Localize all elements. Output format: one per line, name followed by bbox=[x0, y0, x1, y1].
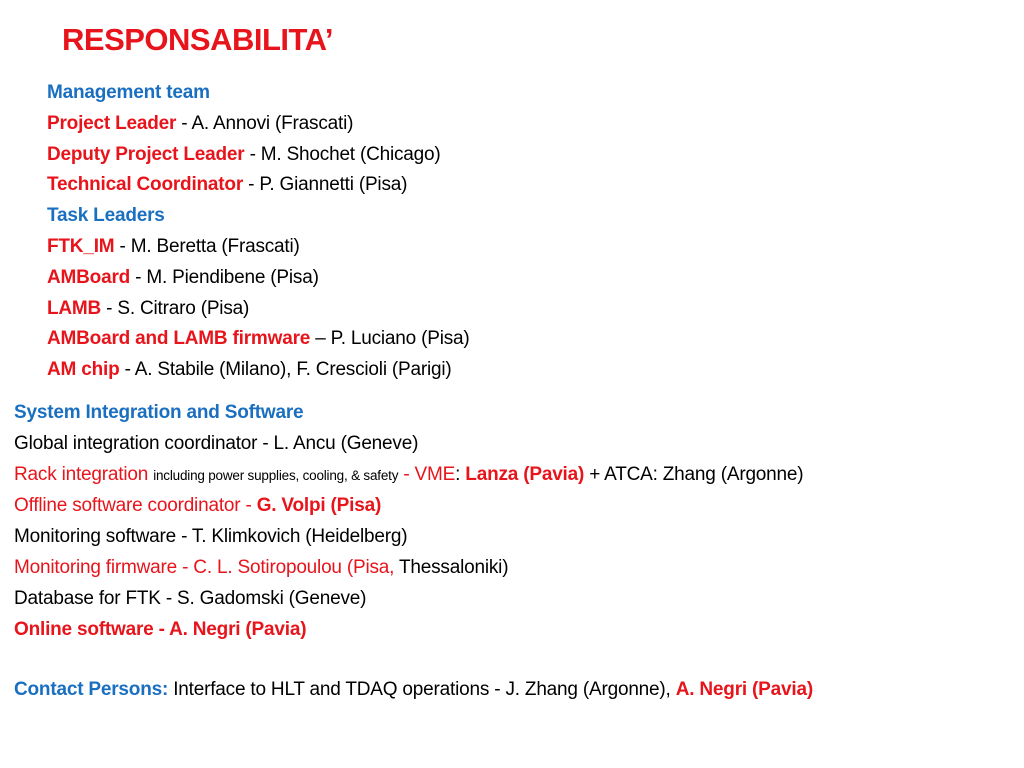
online-software-line: Online software - A. Negri (Pavia) bbox=[14, 618, 307, 640]
task-label: LAMB bbox=[47, 297, 102, 319]
role-line-project-leader bbox=[47, 109, 470, 140]
role-label: Deputy Project Leader bbox=[47, 143, 245, 165]
system-heading: System Integration and Software bbox=[14, 402, 304, 423]
rack-label: Rack integration bbox=[14, 463, 149, 485]
atca-text: + ATCA: Zhang (Argonne) bbox=[584, 463, 804, 485]
separator: - bbox=[243, 174, 260, 196]
separator: - bbox=[119, 359, 135, 381]
separator: - bbox=[398, 463, 415, 485]
task-label: AM chip bbox=[47, 359, 120, 381]
page-title: RESPONSABILITA’ bbox=[62, 22, 333, 57]
contact-label: Contact Persons: bbox=[14, 679, 169, 700]
role-label: Project Leader bbox=[47, 112, 177, 134]
separator: - bbox=[130, 266, 147, 288]
rack-detail: including power supplies, cooling, & safety bbox=[153, 467, 399, 483]
separator: - bbox=[244, 143, 261, 165]
task-line-am-chip bbox=[47, 355, 470, 386]
separator: - bbox=[114, 235, 131, 257]
offline-software-line bbox=[14, 491, 803, 522]
contact-line bbox=[14, 675, 813, 706]
task-line-amboard-lamb-firmware bbox=[47, 324, 470, 355]
task-label: FTK_IM bbox=[47, 235, 115, 257]
monitoring-software-line: Monitoring software - T. Klimkovich (Heidelberg) bbox=[14, 526, 408, 548]
offline-person: G. Volpi (Pisa) bbox=[256, 495, 382, 517]
role-line-deputy-project-leader bbox=[47, 140, 470, 171]
system-section bbox=[14, 398, 803, 645]
monitoring-firmware-label: Monitoring firmware - C. L. Sotiropoulou (Pisa, bbox=[14, 556, 395, 578]
task-label: AMBoard and LAMB firmware bbox=[47, 328, 311, 350]
contact-text: Interface to HLT and TDAQ operations - J. Zhang (Argonne), bbox=[168, 679, 676, 700]
management-heading: Management team bbox=[47, 82, 210, 103]
task-person: M. Piendibene (Pisa) bbox=[146, 266, 319, 288]
rack-integration-line bbox=[14, 460, 803, 492]
task-person: A. Stabile (Milano), F. Crescioli (Parigi) bbox=[134, 359, 452, 381]
role-line-technical-coordinator bbox=[47, 170, 470, 201]
contact-section bbox=[14, 675, 813, 706]
management-section bbox=[47, 78, 470, 386]
task-line-amboard bbox=[47, 263, 470, 294]
database-line: Database for FTK - S. Gadomski (Geneve) bbox=[14, 587, 367, 609]
role-person: P. Giannetti (Pisa) bbox=[259, 174, 408, 196]
task-leaders-heading: Task Leaders bbox=[47, 205, 165, 227]
task-person: M. Beretta (Frascati) bbox=[130, 235, 300, 257]
task-line-ftk-im bbox=[47, 232, 470, 263]
vme-person: Lanza (Pavia) bbox=[465, 463, 585, 485]
task-person: S. Citraro (Pisa) bbox=[117, 297, 250, 319]
role-person: M. Shochet (Chicago) bbox=[260, 143, 441, 165]
separator: - bbox=[176, 112, 192, 134]
separator: – bbox=[310, 328, 331, 350]
offline-label: Offline software coordinator - bbox=[14, 495, 257, 517]
colon: : bbox=[455, 463, 466, 485]
task-line-lamb bbox=[47, 294, 470, 325]
task-person: P. Luciano (Pisa) bbox=[330, 328, 470, 350]
role-label: Technical Coordinator bbox=[47, 174, 244, 196]
separator: - bbox=[101, 297, 118, 319]
task-label: AMBoard bbox=[47, 266, 131, 288]
global-integration-line: Global integration coordinator - L. Ancu (Geneve) bbox=[14, 432, 419, 454]
contact-person: A. Negri (Pavia) bbox=[675, 679, 813, 700]
role-person: A. Annovi (Frascati) bbox=[191, 112, 354, 134]
vme-label: VME bbox=[414, 463, 456, 485]
monitoring-firmware-line bbox=[14, 553, 803, 584]
monitoring-firmware-rest: Thessaloniki) bbox=[394, 556, 509, 578]
